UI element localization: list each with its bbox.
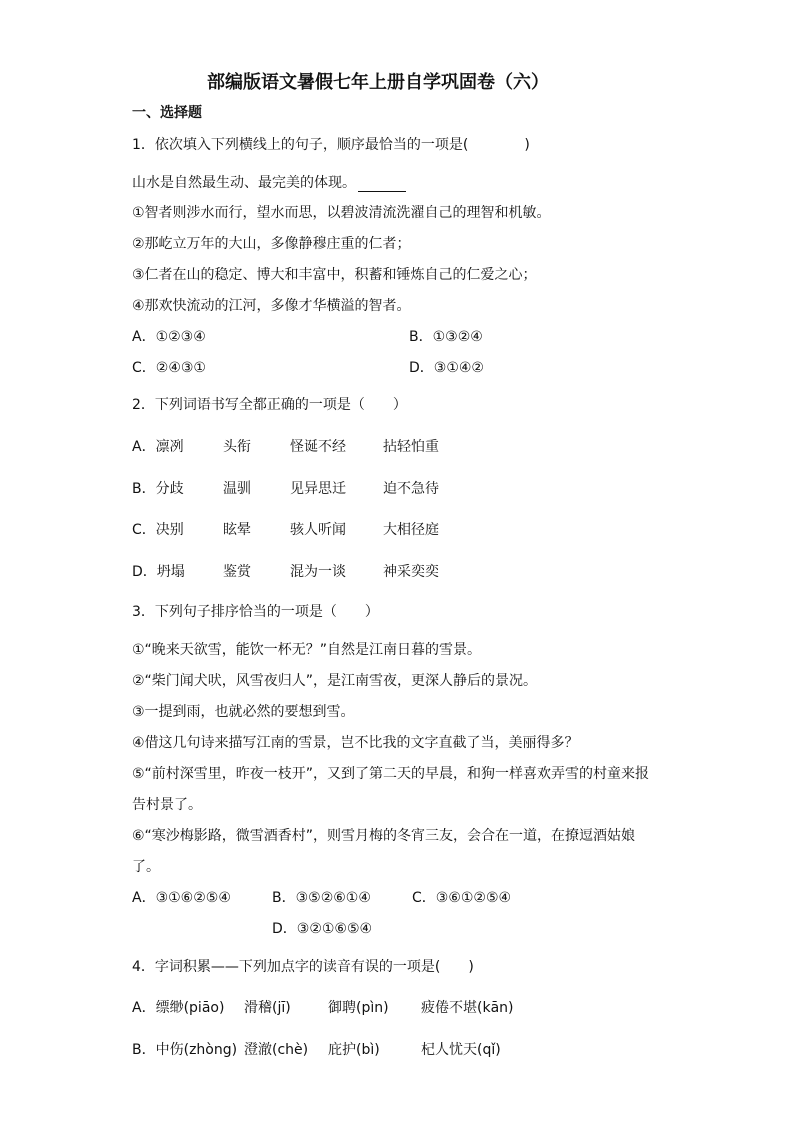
question-3-sentence-4: ④借这几句诗来描写江南的雪景，岂不比我的文字直截了当，美丽得多？	[132, 735, 579, 751]
question-4-option-b-word-3: 庇护(bì)	[328, 1042, 380, 1058]
question-1-option-b: B．①③②④	[409, 329, 483, 345]
question-4-option-a-word-1: A．缥缈(piāo)	[132, 1000, 225, 1016]
page-title: 部编版语文暑假七年上册自学巩固卷（六）	[207, 72, 549, 93]
question-3-sentence-6-line-2: 了。	[132, 859, 160, 875]
question-2-option-b-word-1: B．分歧	[132, 481, 184, 497]
question-2-option-b-word-4: 迫不急待	[383, 481, 439, 497]
question-3-sentence-5-line-2: 告村景了。	[132, 797, 202, 813]
question-1-option-c: C．②④③①	[132, 360, 206, 376]
question-3-option-c: C．③⑥①②⑤④	[412, 890, 512, 906]
question-2-option-a-word-4: 拈轻怕重	[383, 439, 439, 455]
question-2-option-a-word-3: 怪诞不经	[290, 439, 346, 455]
question-3-stem: 3．下列句子排序恰当的一项是（ ）	[132, 604, 379, 620]
question-1-option-a: A．①②③④	[132, 329, 206, 345]
question-2-stem: 2．下列词语书写全都正确的一项是（ ）	[132, 397, 407, 413]
question-1-sentence-2: ②那屹立万年的大山，多像静穆庄重的仁者；	[132, 236, 411, 252]
question-2-option-a-word-2: 头衔	[223, 439, 251, 455]
question-4-option-a-word-4: 疲倦不堪(kān)	[421, 1000, 514, 1016]
question-3-option-d: D．③②①⑥⑤④	[272, 921, 373, 937]
section-heading: 一、选择题	[132, 105, 202, 121]
question-3-sentence-3: ③一提到雨，也就必然的要想到雪。	[132, 704, 355, 720]
question-2-option-c-word-2: 眩晕	[223, 522, 251, 538]
question-1-sentence-3: ③仁者在山的稳定、博大和丰富中，积蓄和锤炼自己的仁爱之心；	[132, 267, 537, 283]
question-2-option-c-word-4: 大相径庭	[383, 522, 439, 538]
question-4-option-b-word-4: 杞人忧天(qǐ)	[421, 1042, 501, 1058]
question-2-option-b-word-3: 见异思迁	[290, 481, 346, 497]
question-1-option-d: D．③①④②	[409, 360, 484, 376]
question-4-stem: 4．字词积累——下列加点字的读音有误的一项是( )	[132, 959, 474, 975]
answer-blank	[358, 177, 406, 192]
question-1-intro: 山水是自然最生动、最完美的体现。	[132, 174, 406, 192]
question-3-sentence-5-line-1: ⑤“前村深雪里，昨夜一枝开”，又到了第二天的早晨，和狗一样喜欢弄雪的村童来报	[132, 766, 650, 782]
question-3-option-a: A．③①⑥②⑤④	[132, 890, 231, 906]
question-2-option-c-word-1: C．决别	[132, 522, 184, 538]
question-3-sentence-2: ②“柴门闻犬吠，风雪夜归人”，是江南雪夜，更深人静后的景况。	[132, 673, 538, 689]
question-4-option-a-word-2: 滑稽(jī)	[244, 1000, 291, 1016]
question-3-sentence-1: ①“晚来天欲雪，能饮一杯无？”自然是江南日暮的雪景。	[132, 642, 482, 658]
question-3-option-b: B．③⑤②⑥①④	[272, 890, 371, 906]
question-2-option-d-word-4: 神采奕奕	[383, 564, 439, 580]
question-4-option-b-word-1: B．中伤(zhòng)	[132, 1042, 238, 1058]
question-2-option-d-word-2: 鉴赏	[223, 564, 251, 580]
question-1-sentence-4: ④那欢快流动的江河，多像才华横溢的智者。	[132, 298, 411, 314]
question-2-option-b-word-2: 温驯	[223, 481, 251, 497]
question-2-option-d-word-1: D．坍塌	[132, 564, 185, 580]
question-1-stem: 1．依次填入下列横线上的句子，顺序最恰当的一项是( )	[132, 137, 530, 153]
question-2-option-d-word-3: 混为一谈	[290, 564, 346, 580]
question-4-option-a-word-3: 御聘(pìn)	[328, 1000, 389, 1016]
question-2-option-c-word-3: 骇人听闻	[290, 522, 346, 538]
question-4-option-b-word-2: 澄澈(chè)	[244, 1042, 309, 1058]
question-2-option-a-word-1: A．凛冽	[132, 439, 184, 455]
question-1-sentence-1: ①智者则涉水而行，望水而思，以碧波清流洗濯自己的理智和机敏。	[132, 205, 551, 221]
question-3-sentence-6-line-1: ⑥“寒沙梅影路，微雪酒香村”，则雪月梅的冬宵三友，会合在一道，在撩逗酒姑娘	[132, 828, 636, 844]
